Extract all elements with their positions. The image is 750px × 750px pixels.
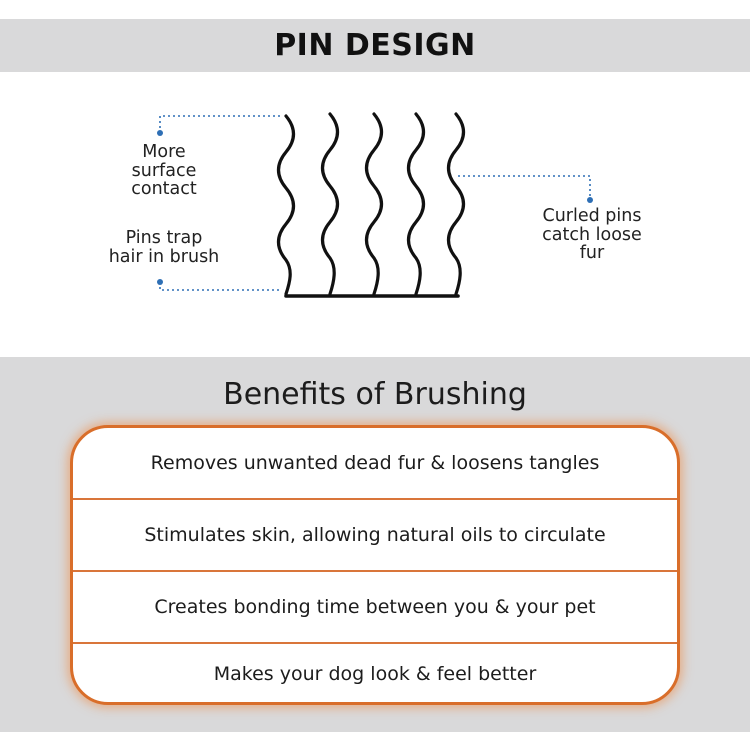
pin-2	[323, 114, 338, 294]
page-title: PIN DESIGN	[274, 28, 476, 63]
callout-trap-hair: Pins trap hair in brush	[108, 228, 220, 267]
benefits-list	[70, 425, 680, 705]
leader-line-surface-contact	[160, 116, 282, 133]
benefits-panel	[0, 357, 750, 732]
pin-3	[367, 114, 382, 294]
leader-dot-surface-contact	[157, 130, 163, 136]
callout-curled-pins: Curled pins catch loose fur	[542, 206, 642, 263]
benefit-item-4: Makes your dog look & feel better	[213, 663, 537, 685]
leader-dot-curled-pins	[587, 197, 593, 203]
pin-diagram	[0, 72, 750, 357]
benefits-title: Benefits of Brushing	[223, 377, 527, 412]
pin-1	[279, 116, 294, 294]
title-bar	[0, 19, 750, 72]
leader-line-curled-pins	[458, 176, 590, 198]
leader-line-trap-hair	[160, 282, 282, 290]
pin-4	[409, 114, 424, 294]
leader-dot-trap-hair	[157, 279, 163, 285]
benefit-item-3: Creates bonding time between you & your pet	[154, 596, 596, 618]
benefit-item-1: Removes unwanted dead fur & loosens tangles	[150, 452, 600, 474]
callout-surface-contact: More surface contact	[131, 142, 197, 199]
benefit-item-2: Stimulates skin, allowing natural oils to circulate	[144, 524, 606, 546]
pin-5	[449, 114, 464, 294]
